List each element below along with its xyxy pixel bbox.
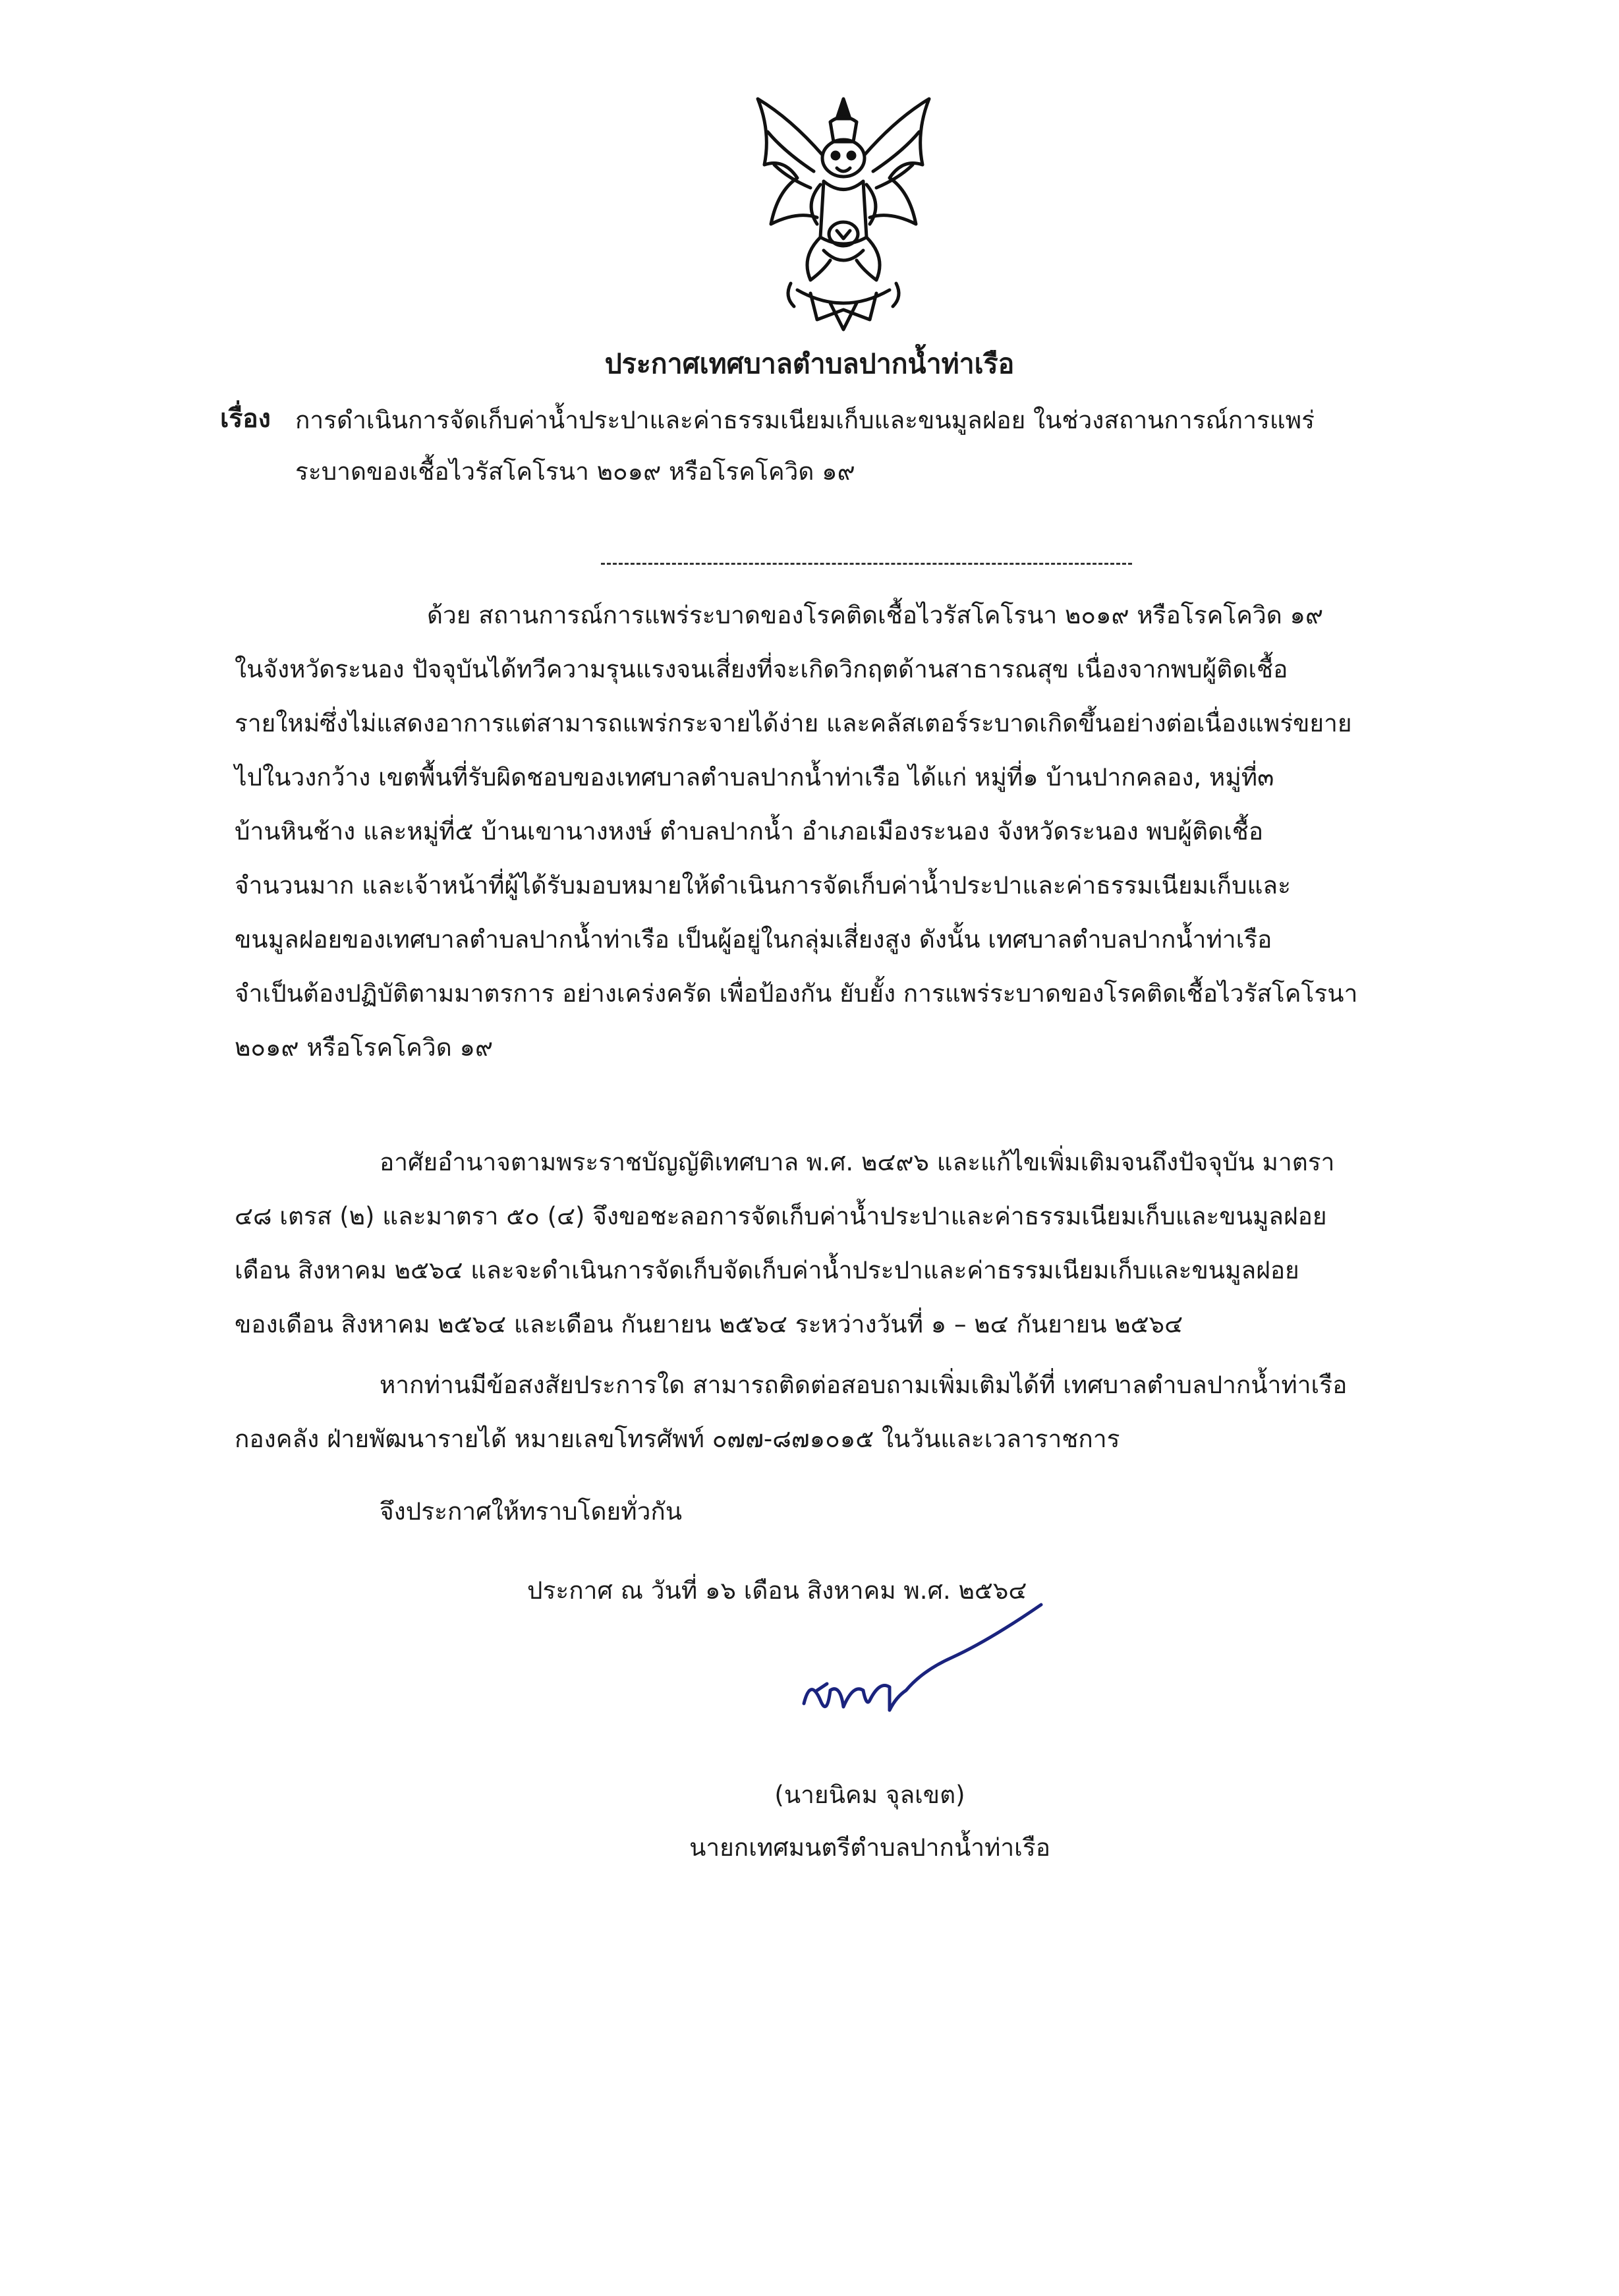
garuda-emblem-icon bbox=[738, 92, 949, 336]
paragraph-line: หากท่านมีข้อสงสัยประการใด สามารถติดต่อสอบถามเพิ่มเติมได้ที่ เทศบาลตำบลปากน้ำท่าเรือ bbox=[380, 1371, 1348, 1399]
paragraph-line: ๒๐๑๙ หรือโรคโควิด ๑๙ bbox=[235, 1033, 494, 1062]
paragraph-line: ด้วย สถานการณ์การแพร่ระบาดของโรคติดเชื้อไวรัสโคโรนา ๒๐๑๙ หรือโรคโควิด ๑๙ bbox=[427, 601, 1324, 629]
signatory-name: (นายนิคม จุลเขต) bbox=[774, 1781, 965, 1809]
paragraph-line: ๔๘ เตรส (๒) และมาตรา ๕๐ (๔) จึงขอชะลอการจัดเก็บค่าน้ำประปาและค่าธรรมเนียมเก็บและขนมูลฝอย bbox=[235, 1202, 1327, 1230]
announcement-date: ประกาศ ณ วันที่ ๑๖ เดือน สิงหาคม พ.ศ. ๒๕๖๔ bbox=[527, 1576, 1027, 1605]
garuda-emblem bbox=[738, 92, 949, 336]
paragraph-line: ไปในวงกว้าง เขตพื้นที่รับผิดชอบของเทศบาลตำบลปากน้ำท่าเรือ ได้แก่ หมู่ที่๑ บ้านปากคลอง, หมู่ที่๓ bbox=[235, 763, 1274, 791]
closing-statement: จึงประกาศให้ทราบโดยทั่วกัน bbox=[380, 1497, 683, 1526]
paragraph-line: บ้านหินช้าง และหมู่ที่๕ บ้านเขานางหงษ์ ตำบลปากน้ำ อำเภอเมืองระนอง จังหวัดระนอง พบผู้ติดเชื้อ bbox=[235, 817, 1264, 846]
subject-label: เรื่อง bbox=[220, 404, 271, 434]
paragraph-line: อาศัยอำนาจตามพระราชบัญญัติเทศบาล พ.ศ. ๒๔๙๖ และแก้ไขเพิ่มเติมจนถึงปัจจุบัน มาตรา bbox=[380, 1148, 1335, 1176]
separator-line bbox=[601, 563, 1132, 565]
paragraph-line: จำเป็นต้องปฏิบัติตามมาตรการ อย่างเคร่งครัด เพื่อป้องกัน ยับยั้ง การแพร่ระบาดของโรคติดเชื้อไวรัสโคโรนา bbox=[235, 979, 1358, 1008]
paragraph-line: ของเดือน สิงหาคม ๒๕๖๔ และเดือน กันยายน ๒๕๖๔ ระหว่างวันที่ ๑ – ๒๔ กันยายน ๒๕๖๔ bbox=[235, 1310, 1183, 1338]
signature-mark bbox=[791, 1592, 1054, 1743]
document-title: ประกาศเทศบาลตำบลปากน้ำท่าเรือ bbox=[604, 348, 1015, 380]
paragraph-line: จำนวนมาก และเจ้าหน้าที่ผู้ได้รับมอบหมายให้ดำเนินการจัดเก็บค่าน้ำประปาและค่าธรรมเนียมเก็บและ bbox=[235, 871, 1291, 900]
paragraph-line: เดือน สิงหาคม ๒๕๖๔ และจะดำเนินการจัดเก็บจัดเก็บค่าน้ำประปาและค่าธรรมเนียมเก็บและขนมูลฝอย bbox=[235, 1256, 1299, 1284]
paragraph-line: ขนมูลฝอยของเทศบาลตำบลปากน้ำท่าเรือ เป็นผู้อยู่ในกลุ่มเสี่ยงสูง ดังนั้น เทศบาลตำบลปากน้ำท่าเรือ bbox=[235, 925, 1272, 954]
paragraph-line: ในจังหวัดระนอง ปัจจุบันได้ทวีความรุนแรงจนเสี่ยงที่จะเกิดวิกฤตด้านสาธารณสุข เนื่องจากพบผู้ติดเชื้อ bbox=[235, 655, 1288, 683]
paragraph-line: รายใหม่ซึ่งไม่แสดงอาการแต่สามารถแพร่กระจายได้ง่าย และคลัสเตอร์ระบาดเกิดขึ้นอย่างต่อเนื่องแพร่ขยาย bbox=[235, 709, 1352, 737]
signatory-position: นายกเทศมนตรีตำบลปากน้ำท่าเรือ bbox=[689, 1833, 1050, 1862]
subject-line: การดำเนินการจัดเก็บค่าน้ำประปาและค่าธรรมเนียมเก็บและขนมูลฝอย ในช่วงสถานการณ์การแพร่ bbox=[295, 406, 1315, 434]
signature-icon bbox=[791, 1592, 1054, 1743]
subject-line: ระบาดของเชื้อไวรัสโคโรนา ๒๐๑๙ หรือโรคโควิด ๑๙ bbox=[295, 457, 855, 486]
paragraph-line: กองคลัง ฝ่ายพัฒนารายได้ หมายเลขโทรศัพท์ ๐๗๗-๘๗๑๐๑๕ ในวันและเวลาราชการ bbox=[235, 1425, 1120, 1453]
